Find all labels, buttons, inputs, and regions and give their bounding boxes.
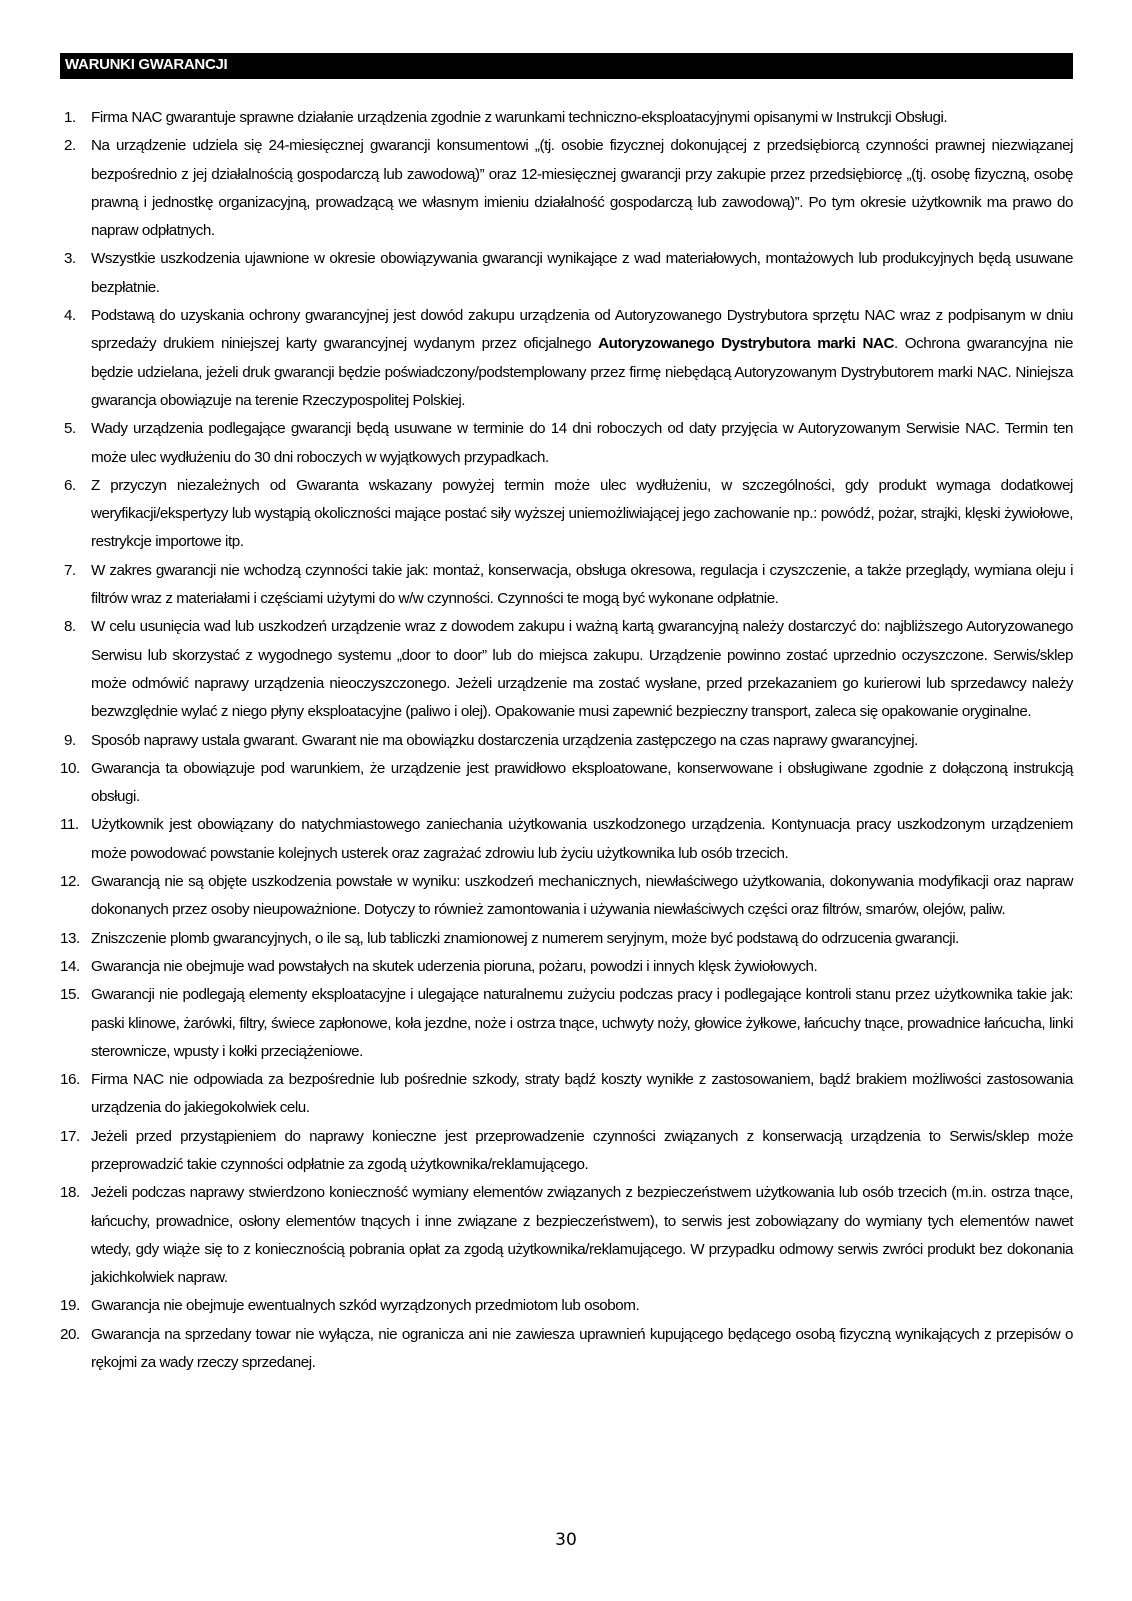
section-header-bar	[60, 53, 1073, 79]
list-item	[60, 1179, 1073, 1292]
list-item	[60, 557, 1073, 614]
item-text: W zakres gwarancji nie wchodzą czynności takie jak: montaż, konserwacja, obsługa okresowa, regulacja i czyszczenie, a także przeglądy, wymiana oleju i filtrów wraz z materiałami i częściami użytymi do w/w czynności. Czynności te mogą być wykonane odpłatnie.	[91, 561, 1073, 608]
section-title: WARUNKI GWARANCJI	[65, 56, 228, 73]
item-number: 1.	[64, 109, 76, 126]
item-text: Gwarancji nie podlegają elementy eksploatacyjne i ulegające naturalnemu zużyciu podczas pracy i podlegające kontroli stanu przez użytkownika takie jak: paski klinowe, żarówki, filtry, świece zapłonowe, koła jezdne, noże i ostrza tnące, uchwyty noży, głowice żyłkowe, łańcuchy tnące, prowadnice łańcucha, linki sterownicze, wpusty i kołki przeciążeniowe.	[91, 986, 1073, 1060]
item-number: 6.	[64, 476, 76, 494]
item-text: Gwarancja na sprzedany towar nie wyłącza, nie ogranicza ani nie zawiesza uprawnień kupującego będącego osobą fizyczną wynikających z przepisów o rękojmi za wady rzeczy sprzedanej.	[91, 1325, 1073, 1372]
list-item	[60, 1123, 1073, 1180]
item-text: Gwarancja nie obejmuje ewentualnych szkód wyrządzonych przedmiotom lub osobom.	[91, 1297, 640, 1315]
list-item	[60, 104, 1073, 132]
item-text: Jeżeli przed przystąpieniem do naprawy konieczne jest przeprowadzenie czynności związanych z konserwacją urządzenia to Serwis/sklep może przeprowadzić takie czynności odpłatnie za zgodą użytkownika/reklamującego.	[91, 1127, 1073, 1173]
warranty-terms-list	[60, 104, 1073, 1377]
list-item	[60, 245, 1073, 302]
item-text: Zniszczenie plomb gwarancyjnych, o ile są, lub tabliczki znamionowej z numerem seryjnym, może być podstawą do odrzucenia gwarancji.	[91, 929, 959, 947]
item-number: 12.	[60, 873, 80, 891]
page-number: 30	[555, 1530, 577, 1550]
list-item	[60, 953, 1073, 981]
list-item	[60, 1292, 1073, 1320]
item-number: 11.	[60, 816, 79, 834]
item-number: 5.	[64, 420, 76, 438]
item-text: Gwarancją nie są objęte uszkodzenia powstałe w wyniku: uszkodzeń mechanicznych, niewłaściwego użytkowania, dokonywania modyfikacji oraz napraw dokonanych przez osoby nieupoważnione. Dotyczy to również zamontowania i używania niewłaściwych części oraz filtrów, smarów, olejów, paliw.	[91, 873, 1073, 919]
item-text-bold: Autoryzowanego Dystrybutora marki NAC	[598, 335, 894, 353]
list-item	[60, 727, 1073, 755]
item-number: 8.	[64, 618, 76, 636]
item-text: Gwarancja ta obowiązuje pod warunkiem, że urządzenie jest prawidłowo eksploatowane, konserwowane i obsługiwane zgodnie z dołączoną instrukcją obsługi.	[91, 759, 1073, 806]
item-text: Jeżeli podczas naprawy stwierdzono konieczność wymiany elementów związanych z bezpieczeństwem użytkowania lub osób trzecich (m.in. ostrza tnące, łańcuchy, prowadnice, osłony elementów tnących i inne związane z bezpieczeństwem), to serwis jest zobowiązany do wymiany tych elementów nawet wtedy, gdy wiąże się to z koniecznością pobrania opłat za zgodą użytkownika/reklamującego. W przypadku odmowy serwis zwróci produkt bez dokonania jakichkolwiek napraw.	[91, 1184, 1073, 1287]
item-number: 10.	[60, 759, 80, 777]
list-item	[60, 1066, 1073, 1123]
item-text: Firma NAC nie odpowiada za bezpośrednie lub pośrednie szkody, straty bądź koszty wynikłe z zastosowaniem, bądź brakiem możliwości zastosowania urządzenia do jakiegokolwiek celu.	[91, 1071, 1073, 1117]
item-number: 13.	[60, 929, 80, 947]
list-item	[60, 472, 1073, 557]
item-text: Sposób naprawy ustala gwarant. Gwarant nie ma obowiązku dostarczenia urządzenia zastępczego na czas naprawy gwarancyjnej.	[91, 731, 918, 749]
list-item	[60, 613, 1073, 726]
item-text: Na urządzenie udziela się 24-miesięcznej gwarancji konsumentowi „(tj. osobie fizycznej dokonującej z przedsiębiorcą czynności prawnej niezwiązanej bezpośrednio z jej działalnością gospodarczą lub zawodową)” oraz 12-miesięcznej gwarancji przy zakupie przez przedsiębiorcę „(tj. osobę fizyczną, osobę prawną i jednostkę organizacyjną, prowadzącą we własnym imieniu działalność gospodarczą lub zawodową)”. Po tym okresie użytkownik ma prawo do napraw odpłatnych.	[91, 137, 1073, 240]
list-item	[60, 415, 1073, 472]
list-item	[60, 868, 1073, 925]
list-item	[60, 811, 1073, 868]
item-text: Podstawą do uzyskania ochrony gwarancyjnej jest dowód zakupu urządzenia od Autoryzowanego Dystrybutora sprzętu NAC wraz z podpisanym w dniu sprzedaży drukiem niniejszej karty gwarancyjnej wydanym przez oficjalnego	[91, 307, 1073, 353]
item-number: 15.	[60, 986, 80, 1004]
item-text: Gwarancja nie obejmuje wad powstałych na skutek uderzenia pioruna, pożaru, powodzi i innych klęsk żywiołowych.	[91, 957, 818, 975]
item-number: 3.	[64, 250, 76, 268]
item-number: 2.	[64, 137, 76, 155]
item-text: Z przyczyn niezależnych od Gwaranta wskazany powyżej termin może ulec wydłużeniu, w szczególności, gdy produkt wymaga dodatkowej weryfikacji/ekspertyzy lub wystąpią okoliczności mające postać siły wyższej uniemożliwiającej jego zachowanie np.: powódź, pożar, strajki, klęski żywiołowe, restrykcje importowe itp.	[91, 476, 1073, 551]
list-item	[60, 925, 1073, 953]
item-number: 18.	[60, 1184, 80, 1202]
list-item	[60, 755, 1073, 812]
item-text: Wszystkie uszkodzenia ujawnione w okresie obowiązywania gwarancji wynikające z wad materiałowych, montażowych lub produkcyjnych będą usuwane bezpłatnie.	[91, 250, 1073, 296]
item-text: W celu usunięcia wad lub uszkodzeń urządzenie wraz z dowodem zakupu i ważną kartą gwarancyjną należy dostarczyć do: najbliższego Autoryzowanego Serwisu lub skorzystać z wygodnego systemu „door to door” lub do miejsca zakupu. Urządzenie powinno zostać uprzednio oczyszczone. Serwis/sklep może odmówić naprawy urządzenia nieoczyszczonego. Jeżeli urządzenie ma zostać wysłane, przed przekazaniem go kurierowi lub sprzedawcy należy bezwzględnie wylać z niego płyny eksploatacyjne (paliwo i olej). Opakowanie musi zapewnić bezpieczny transport, zaleca się opakowanie oryginalne.	[91, 618, 1073, 721]
item-text: . Ochrona gwarancyjna nie będzie udzielana, jeżeli druk gwarancji będzie poświadczony/podstemplowany przez firmę niebędącą Autoryzowanym Dystrybutorem marki NAC. Niniejsza gwarancja obowiązuje na terenie Rzeczypospolitej Polskiej.	[91, 335, 1073, 409]
item-text: Użytkownik jest obowiązany do natychmiastowego zaniechania użytkowania uszkodzonego urządzenia. Kontynuacja pracy uszkodzonym urządzeniem może powodować powstanie kolejnych usterek oraz zagrażać zdrowiu lub życiu użytkownika lub osób trzecich.	[91, 816, 1073, 862]
item-number: 16.	[60, 1071, 80, 1089]
item-number: 9.	[64, 731, 76, 749]
list-item	[60, 132, 1073, 245]
item-number: 17.	[60, 1127, 80, 1145]
list-item	[60, 302, 1073, 415]
item-text: Wady urządzenia podlegające gwarancji będą usuwane w terminie do 14 dni roboczych od daty przyjęcia w Autoryzowanym Serwisie NAC. Termin ten może ulec wydłużeniu do 30 dni roboczych w wyjątkowych przypadkach.	[91, 420, 1073, 466]
item-number: 7.	[64, 561, 76, 579]
item-number: 4.	[64, 307, 76, 325]
item-number: 20.	[60, 1325, 80, 1343]
list-item	[60, 981, 1073, 1066]
item-text: Firma NAC gwarantuje sprawne działanie urządzenia zgodnie z warunkami techniczno-eksploatacyjnymi opisanymi w Instrukcji Obsługi.	[91, 109, 948, 126]
item-number: 14.	[60, 957, 80, 975]
item-number: 19.	[60, 1297, 80, 1315]
list-item	[60, 1321, 1073, 1378]
